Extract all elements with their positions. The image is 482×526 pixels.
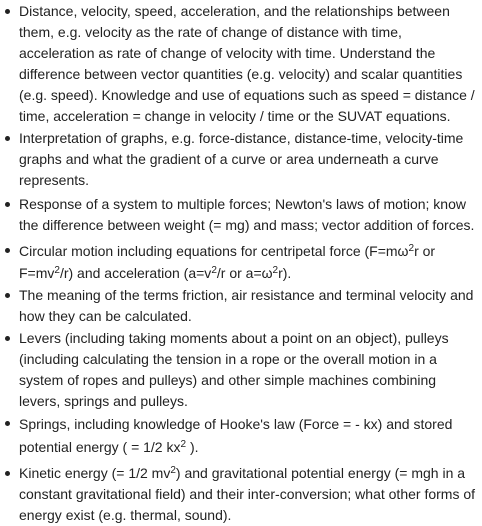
- item-text: Levers (including taking moments about a point on an object), pulleys (including calculating the tension in a rope or the overall motion in a system of ropes and pulleys) and other simple machines combining levers, springs and pulleys.: [19, 329, 449, 409]
- item-text: Interpretation of graphs, e.g. force-distance, distance-time, velocity-time graphs and what the gradient of a curve or area underneath a curve represents.: [19, 130, 464, 189]
- list-item: [0, 194, 482, 236]
- topic-list: [0, 1, 482, 526]
- list-item: [0, 285, 482, 327]
- item-text: Kinetic energy (= 1/2 mv: [19, 465, 171, 482]
- item-text: Springs, including knowledge of Hooke's law (Force = - kx) and stored potential energy ( = 1/2 kx: [19, 416, 453, 456]
- list-item: [0, 128, 482, 191]
- item-text: ) and gravitational potential energy (= mgh in a constant gravitational field) and their inter-conversion; what other forms of energy exist (e.g. thermal, sound).: [19, 465, 476, 524]
- list-item: [0, 463, 482, 526]
- list-item: [0, 240, 482, 285]
- list-item: [0, 1, 482, 126]
- item-text: /r or a=ω: [216, 265, 273, 282]
- item-text: r).: [278, 265, 292, 282]
- superscript: 2: [54, 265, 60, 277]
- superscript: 2: [180, 439, 187, 451]
- item-text: Response of a system to multiple forces; Newton's laws of motion; know the difference between weight (= mg) and mass; vector addition of forces.: [19, 196, 475, 234]
- superscript: 2: [272, 265, 279, 277]
- list-item: [0, 328, 482, 412]
- item-text: Circular motion including equations for centripetal force (F=mω: [19, 242, 409, 259]
- item-text: ).: [186, 439, 199, 456]
- item-text: /r) and acceleration (a=v: [59, 265, 212, 282]
- item-text: The meaning of the terms friction, air resistance and terminal velocity and how they can be calculated.: [19, 286, 474, 324]
- item-text: r or F=mv: [19, 242, 436, 282]
- superscript: 2: [408, 242, 415, 254]
- list-item: [0, 413, 482, 459]
- superscript: 2: [170, 465, 176, 477]
- superscript: 2: [211, 265, 217, 277]
- item-text: Distance, velocity, speed, acceleration, and the relationships between them, e.g. velocity as the rate of change of distance with time, acceleration as rate of change of velocity with time. Understand the difference between vector quantities (e.g. velocity) and scalar quantities (e.g. speed). Knowledge and use of equations such as speed = distance / time, acceleration = change in velocity / time or the SUVAT equations.: [19, 3, 475, 124]
